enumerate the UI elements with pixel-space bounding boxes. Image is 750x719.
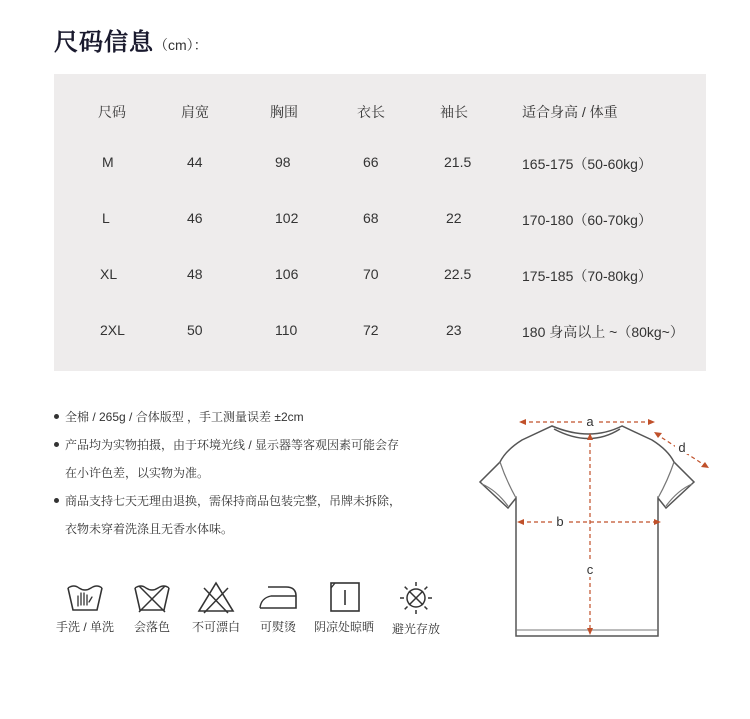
care-label: 手洗 / 单洗: [55, 620, 114, 634]
table-header-fit: 适合身高 / 体重: [522, 104, 618, 120]
bullet-icon: [54, 414, 59, 419]
table-cell: 50: [187, 322, 203, 338]
note-item: 全棉 / 265g / 合体版型 ，手工测量误差 ±2cm: [54, 408, 304, 425]
care-item: [309, 580, 379, 635]
table-cell: 48: [187, 266, 203, 282]
table-cell: 46: [187, 210, 203, 226]
table-cell: 180 身高以上 ~（80kg~）: [522, 324, 684, 340]
iron-icon: [256, 580, 300, 614]
tshirt-cuffs: [482, 484, 692, 506]
table-cell: 66: [363, 154, 379, 170]
care-item: [181, 580, 251, 635]
table-header-shoulder: 肩宽: [181, 104, 209, 120]
table-cell: 21.5: [444, 154, 472, 170]
care-label: 可熨烫: [259, 620, 296, 634]
diagram-label-c: c: [586, 562, 594, 577]
table-cell: M: [102, 154, 114, 170]
size-table: [54, 74, 706, 371]
note-item-continued: 在小许色差，以实物为准。: [65, 466, 210, 480]
care-label: 阴凉处晾晒: [313, 620, 374, 634]
table-cell: 22.5: [444, 266, 472, 282]
shade-dry-icon: [324, 580, 364, 614]
tshirt-seams: [500, 462, 674, 498]
care-label: 不可漂白: [191, 620, 240, 634]
table-cell: XL: [100, 266, 118, 282]
table-cell: 170-180（60-70kg）: [522, 212, 652, 228]
table-header-sleeve: 袖长: [440, 104, 468, 120]
tshirt-outline: [480, 426, 694, 636]
table-cell: 175-185（70-80kg）: [522, 268, 652, 284]
tshirt-measurement-diagram: [470, 400, 720, 650]
note-item: 商品支持七天无理由退换，需保持商品包装完整，吊牌未拆除，: [54, 492, 401, 509]
table-header-size: 尺码: [98, 104, 126, 120]
care-item: [381, 580, 451, 637]
table-cell: 23: [446, 322, 462, 338]
bullet-icon: [54, 498, 59, 503]
note-item-continued: 衣物未穿着洗涤且无香水体味。: [65, 522, 234, 536]
care-label: 会落色: [133, 620, 170, 634]
table-cell: 102: [275, 210, 299, 226]
table-cell: 68: [363, 210, 379, 226]
diagram-label-b: b: [556, 514, 564, 529]
no-bleach-icon: [196, 580, 236, 614]
avoid-light-icon: [396, 580, 436, 616]
note-item: 产品均为实物拍摄，由于环境光线 / 显示器等客观因素可能会存: [54, 436, 399, 453]
colorfast-icon: [132, 580, 172, 614]
page-title: [54, 22, 208, 57]
table-cell: 98: [275, 154, 291, 170]
title-text: 尺码信息: [54, 27, 154, 56]
hand-wash-icon: [65, 580, 105, 614]
diagram-label-a: a: [586, 414, 594, 429]
table-cell: 22: [446, 210, 462, 226]
diagram-label-d: d: [678, 440, 686, 455]
table-cell: 44: [187, 154, 203, 170]
table-header-chest: 胸围: [270, 104, 298, 120]
table-cell: 72: [363, 322, 379, 338]
title-unit: （cm）：: [154, 37, 208, 53]
table-cell: L: [102, 210, 110, 226]
care-label: 避光存放: [391, 622, 440, 636]
care-item: [50, 580, 120, 635]
care-item: [117, 580, 187, 635]
bullet-icon: [54, 442, 59, 447]
table-cell: 165-175（50-60kg）: [522, 156, 652, 172]
care-item: [243, 580, 313, 635]
table-cell: 70: [363, 266, 379, 282]
table-cell: 2XL: [100, 322, 125, 338]
table-cell: 110: [275, 322, 298, 338]
table-cell: 106: [275, 266, 299, 282]
table-header-length: 衣长: [357, 104, 385, 120]
